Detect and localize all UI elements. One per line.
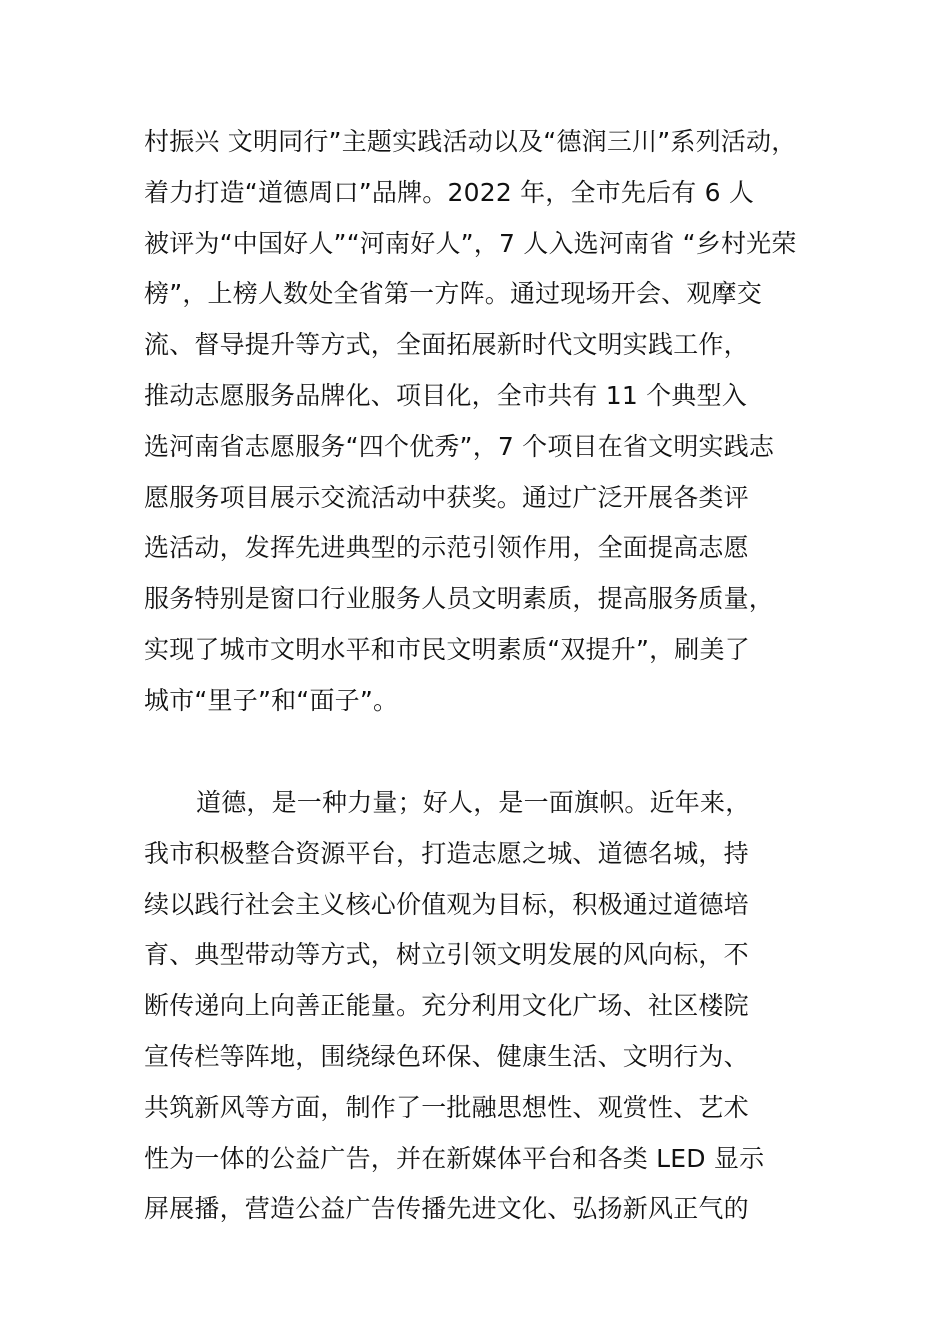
text-line: 城市“里子”和“面子”。: [144, 685, 399, 715]
text-line: 我市积极整合资源平台，打造志愿之城、道德名城，持: [144, 838, 749, 868]
text-line: 共筑新风等方面，制作了一批融思想性、观赏性、艺术: [144, 1092, 749, 1122]
text-line: 宣传栏等阵地，围绕绿色环保、健康生活、文明行为、: [144, 1041, 749, 1071]
paragraph-2: [144, 778, 844, 1235]
text-line: 流、督导提升等方式，全面拓展新时代文明实践工作，: [144, 330, 749, 360]
text-line-indented: 道德，是一种力量；好人，是一面旗帜。近年来，: [196, 788, 751, 817]
text-line: 实现了城市文明水平和市民文明素质“双提升”，刷美了: [144, 634, 750, 664]
text-line: 被评为“中国好人”“河南好人”，7 人入选河南省 “乡村光荣: [144, 228, 797, 258]
text-line: 着力打造“道德周口”品牌。2022 年，全市先后有 6 人: [144, 177, 755, 207]
text-line: 屏展播，营造公益广告传播先进文化、弘扬新风正气的: [144, 1194, 749, 1224]
text-line: 服务特别是窗口行业服务人员文明素质，提高服务质量，: [144, 584, 775, 614]
text-line: 榜”，上榜人数处全省第一方阵。通过现场开会、观摩交: [144, 279, 762, 309]
text-line: 村振兴 文明同行”主题实践活动以及“德润三川”系列活动，: [144, 127, 797, 156]
text-line: 续以践行社会主义核心价值观为目标，积极通过道德培: [144, 889, 749, 919]
text-line: 推动志愿服务品牌化、项目化，全市共有 11 个典型入: [144, 380, 747, 410]
paragraph-1: [144, 117, 844, 727]
text-line: 愿服务项目展示交流活动中获奖。通过广泛开展各类评: [144, 482, 749, 512]
text-line: 断传递向上向善正能量。充分利用文化广场、社区楼院: [144, 991, 749, 1021]
text-line: 选河南省志愿服务“四个优秀”，7 个项目在省文明实践志: [144, 431, 775, 461]
text-line: 性为一体的公益广告，并在新媒体平台和各类 LED 显示: [144, 1143, 765, 1173]
text-line: 育、典型带动等方式，树立引领文明发展的风向标，不: [144, 940, 749, 970]
text-line: 选活动，发挥先进典型的示范引领作用，全面提高志愿: [144, 533, 749, 563]
